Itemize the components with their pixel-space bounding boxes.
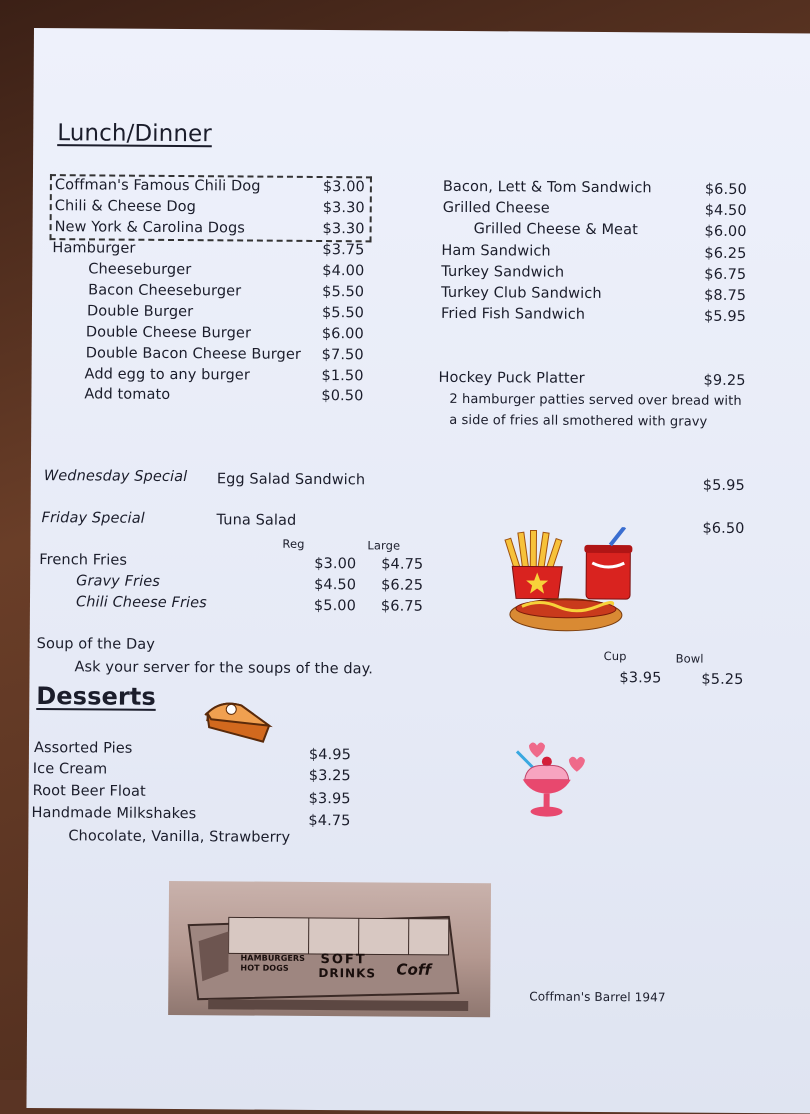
desserts-heading: Desserts — [36, 682, 156, 711]
menu-item-price: $4.50 — [687, 203, 747, 219]
dessert-item-name: Ice Cream — [33, 761, 108, 778]
sign-soft: SOFT — [320, 952, 366, 967]
fries-large-label: Large — [367, 538, 400, 552]
dessert-item-price: $4.95 — [291, 747, 351, 763]
menu-item-price: $5.50 — [304, 305, 364, 321]
menu-item-price: $3.75 — [304, 242, 364, 258]
menu-item-price: $5.50 — [304, 284, 364, 300]
friday-special-item: Tuna Salad — [217, 512, 297, 529]
fries-large-price: $6.25 — [363, 577, 423, 593]
fries-large-price: $6.75 — [363, 598, 423, 614]
photo-caption: Coffman's Barrel 1947 — [529, 989, 665, 1004]
fries-reg-price: $5.00 — [296, 598, 356, 614]
ice-cream-sundae-icon — [506, 737, 593, 822]
platter-description-line-1: 2 hamburger patties served over bread with — [449, 392, 741, 409]
soup-bowl-label: Bowl — [676, 651, 704, 665]
menu-item-price: $6.00 — [687, 224, 747, 240]
sign-hot-dogs: HOT DOGS — [240, 963, 288, 972]
menu-item-name: Bacon Cheeseburger — [88, 282, 241, 299]
dessert-item-name: Assorted Pies — [34, 740, 133, 757]
soup-title: Soup of the Day — [37, 636, 155, 653]
barrel-stand-illustration — [168, 881, 491, 1017]
fries-reg-label: Reg — [282, 537, 304, 551]
historic-barrel-photo — [168, 881, 491, 1017]
dessert-item-name: Root Beer Float — [33, 783, 146, 800]
fries-item-name: French Fries — [39, 552, 127, 569]
menu-item-price: $6.25 — [686, 246, 746, 262]
wednesday-special-item: Egg Salad Sandwich — [217, 471, 365, 488]
sign-coff: Coff — [396, 961, 431, 979]
menu-item-price: $3.00 — [305, 179, 365, 195]
milkshake-flavors: Chocolate, Vanilla, Strawberry — [68, 828, 290, 846]
sign-drinks: DRINKS — [318, 966, 376, 980]
menu-item-name: Grilled Cheese — [443, 200, 550, 217]
menu-item-price: $5.95 — [686, 309, 746, 325]
menu-item-name: Hamburger — [52, 240, 135, 257]
sign-hamburgers: HAMBURGERS — [240, 953, 305, 962]
soup-cup-price: $3.95 — [601, 670, 661, 686]
dessert-item-price: $4.75 — [290, 813, 350, 829]
wednesday-special-label: Wednesday Special — [44, 468, 187, 485]
soup-cup-label: Cup — [604, 649, 627, 663]
menu-item-name: Turkey Club Sandwich — [441, 285, 602, 302]
soup-bowl-price: $5.25 — [683, 672, 743, 688]
dessert-item-name: Handmade Milkshakes — [31, 805, 196, 822]
menu-item-price: $0.50 — [303, 388, 363, 404]
menu-item-name: Add egg to any burger — [85, 366, 250, 383]
menu-item-price: $8.75 — [686, 288, 746, 304]
fries-reg-price: $3.00 — [296, 556, 356, 572]
dessert-item-price: $3.25 — [291, 768, 351, 784]
soup-description: Ask your server for the soups of the day. — [74, 659, 373, 677]
menu-item-name: Double Cheese Burger — [86, 324, 251, 341]
fast-food-illustration-icon — [500, 526, 641, 637]
menu-item-price: $1.50 — [304, 368, 364, 384]
friday-special-price: $6.50 — [684, 521, 744, 537]
lunch-dinner-heading: Lunch/Dinner — [57, 120, 212, 147]
menu-item-price: $6.75 — [686, 267, 746, 283]
menu-item-name: Double Bacon Cheese Burger — [86, 345, 301, 363]
menu-page — [26, 28, 810, 1114]
menu-item-name: Cheeseburger — [88, 261, 191, 278]
fries-item-name: Chili Cheese Fries — [76, 594, 207, 611]
fries-large-price: $4.75 — [363, 556, 423, 572]
menu-item-price: $3.30 — [305, 221, 365, 237]
platter-price: $9.25 — [685, 373, 745, 389]
pie-slice-icon — [201, 695, 273, 752]
menu-item-name: Chili & Cheese Dog — [55, 198, 196, 215]
menu-item-name: Grilled Cheese & Meat — [474, 221, 638, 238]
menu-item-name: Fried Fish Sandwich — [441, 306, 585, 323]
menu-item-name: Bacon, Lett & Tom Sandwich — [443, 179, 652, 196]
fries-item-name: Gravy Fries — [76, 573, 160, 590]
menu-item-price: $6.00 — [304, 326, 364, 342]
menu-item-name: Add tomato — [84, 386, 170, 403]
menu-item-price: $6.50 — [687, 182, 747, 198]
menu-item-name: Coffman's Famous Chili Dog — [55, 177, 261, 194]
menu-item-name: Double Burger — [87, 303, 193, 320]
menu-item-name: Ham Sandwich — [441, 243, 550, 260]
fries-reg-price: $4.50 — [296, 577, 356, 593]
dessert-item-price: $3.95 — [291, 791, 351, 807]
platter-description-line-2: a side of fries all smothered with gravy — [449, 413, 707, 430]
platter-name: Hockey Puck Platter — [439, 370, 585, 387]
menu-item-price: $3.30 — [305, 200, 365, 216]
menu-item-price: $4.00 — [304, 263, 364, 279]
menu-item-price: $7.50 — [304, 347, 364, 363]
friday-special-label: Friday Special — [42, 510, 145, 527]
wednesday-special-price: $5.95 — [685, 478, 745, 494]
menu-item-name: Turkey Sandwich — [441, 264, 564, 281]
menu-item-name: New York & Carolina Dogs — [55, 219, 245, 236]
